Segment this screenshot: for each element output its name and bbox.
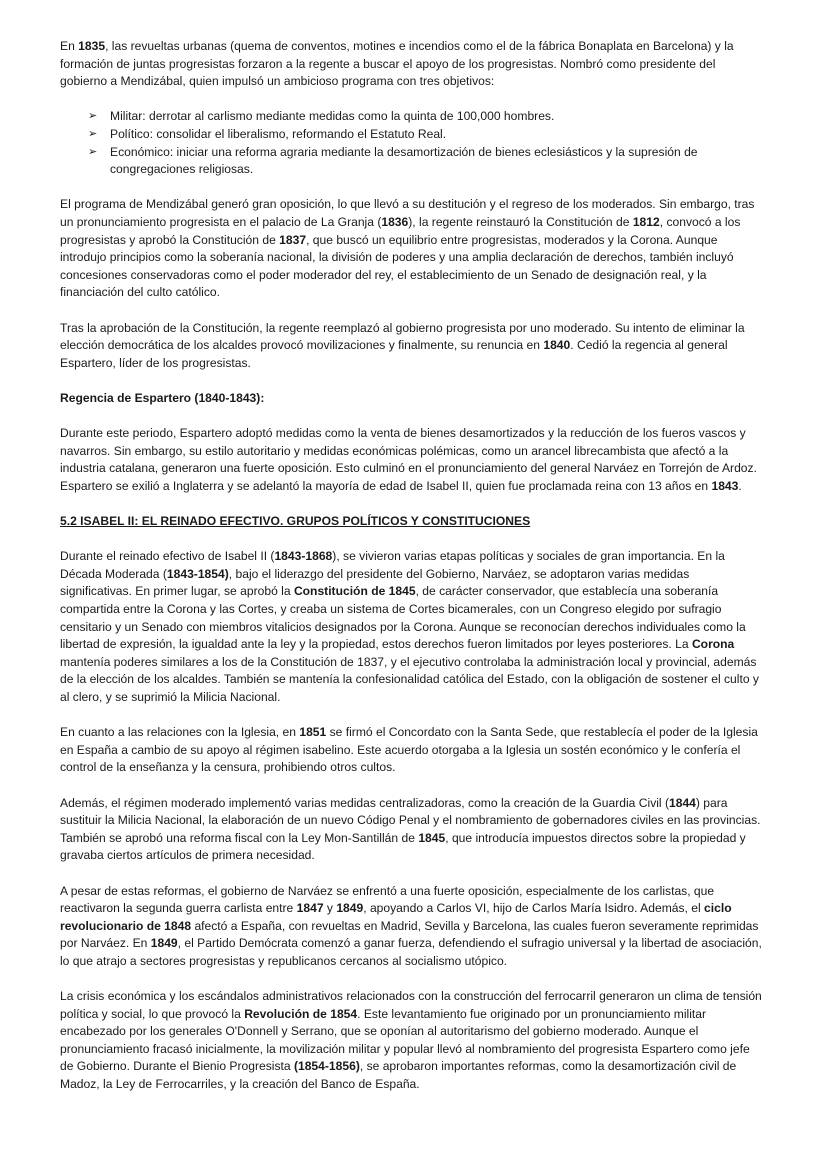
section-title: 5.2 ISABEL II: EL REINADO EFECTIVO. GRUPOS POLÍTICOS Y CONSTITUCIONES: [60, 514, 531, 529]
arrow-bullet-icon: ➢: [88, 110, 98, 123]
paragraph-decada-moderada: Durante el reinado efectivo de Isabel II (1843-1868), se vivieron varias etapas políticas y sociales de gran importancia. En la Década Moderada (1843-1854), bajo el liderazgo del presidente del Gobierno, Narváez, se adoptaron varias medidas significativas. En primer lugar, se aprobó la Constitución de 1845, de carácter conservador, que establecía una soberanía compartida entre la Corona y las Cortes, y creaba un sistema de Cortes bicamerales, con un Congreso elegido por sufragio censitario y un Senado con miembros vitalicios designados por la Corona. Aunque se reconocían derechos individuales como la libertad de expresión, la igualdad ante la ley y la propiedad, estos derechos fueron limitados por leyes posteriores. La Corona mantenía poderes similares a los de la Constitución de 1837, y el ejecutivo controlaba la administración local y provincial, además de la elección de los alcaldes. También se mantenía la confesionalidad católica del Estado, con la obligación de sostener el culto y al clero, y se suprimió la Milicia Nacional.: [60, 549, 759, 704]
paragraph-renuncia: Tras la aprobación de la Constitución, la regente reemplazó al gobierno progresista por uno moderado. Su intento de eliminar la elección democrática de los alcaldes provocó movilizaciones y finalmente, su renuncia en 1840. Cedió la regencia al general Espartero, líder de los progresistas.: [60, 320, 745, 370]
heading-regencia-espartero: Regencia de Espartero (1840-1843):: [60, 390, 265, 405]
list-item: ➢ Político: consolidar el liberalismo, reformando el Estatuto Real.: [88, 126, 764, 144]
arrow-bullet-icon: ➢: [88, 127, 98, 140]
paragraph-espartero: Durante este periodo, Espartero adoptó medidas como la venta de bienes desamortizados y la reducción de los fueros vascos y navarros. Sin embargo, su estilo autoritario y medidas económicas polémicas, como un arancel librecambista que afectó a la industria catalana, generaron una fuerte oposición. Esto culminó en el pronunciamiento del general Narváez en Torrejón de Ardoz. Espartero se exilió a Inglaterra y se adelantó la mayoría de edad de Isabel II, quien fue proclamada reina con 13 años en 1843.: [60, 426, 757, 493]
paragraph-concordato: En cuanto a las relaciones con la Iglesia, en 1851 se firmó el Concordato con la Santa Sede, que restablecía el poder de la Iglesia en España a cambio de su apoyo al régimen isabelino. Este acuerdo otorgaba a la Iglesia un sostén económico y le confería el control de la enseñanza y la censura, prohibiendo otros cultos.: [60, 725, 758, 775]
objectives-list: [60, 108, 764, 178]
paragraph-centralizacion: Además, el régimen moderado implementó varias medidas centralizadoras, como la creación de la Guardia Civil (1844) para sustituir la Milicia Nacional, la elaboración de un nuevo Código Penal y el nombramiento de gobernadores civiles en las provincias. También se aprobó una reforma fiscal con la Ley Mon-Santillán de 1845, que introducía impuestos directos sobre la propiedad y gravaba ciertos artículos de primera necesidad.: [60, 795, 761, 863]
paragraph-revolucion-1854: La crisis económica y los escándalos administrativos relacionados con la construcción del ferrocarril generaron un clima de tensión política y social, lo que provocó la Revolución de 1854. Este levantamiento fue originado por un pronunciamiento militar encabezado por los generales O'Donnell y Serrano, que se oponían al autoritarismo del gobierno moderado. Aunque el pronunciamiento fracasó inicialmente, la movilización militar y popular llevó al nombramiento del progresista Espartero como jefe de Gobierno. Durante el Bienio Progresista (1854-1856), se aprobaron importantes reformas, como la desamortización civil de Madoz, la Ley de Ferrocarriles, y la creación del Banco de España.: [60, 989, 762, 1092]
arrow-bullet-icon: ➢: [88, 145, 98, 158]
list-item: ➢ Económico: iniciar una reforma agraria mediante la desamortización de bienes eclesiásticos y la supresión de congregaciones religiosas.: [88, 144, 698, 177]
paragraph-1835: En 1835, las revueltas urbanas (quema de conventos, motines e incendios como el de la fábrica Bonaplata en Barcelona) y la formación de juntas progresistas forzaron a la regente a buscar el apoyo de los progresistas. Nombró como presidente del gobierno a Mendizábal, quien impulsó un ambicioso programa con tres objetivos:: [60, 39, 734, 89]
paragraph-oposicion: A pesar de estas reformas, el gobierno de Narváez se enfrentó a una fuerte oposición, especialmente de los carlistas, que reactivaron la segunda guerra carlista entre 1847 y 1849, apoyando a Carlos VI, hijo de Carlos María Isidro. Además, el ciclo revolucionario de 1848 afectó a España, con revueltas en Madrid, Sevilla y Barcelona, las cuales fueron severamente reprimidas por Narváez. En 1849, el Partido Demócrata comenzó a ganar fuerza, defendiendo el sufragio universal y la libertad de asociación, lo que atrajo a sectores progresistas y republicanos cercanos al socialismo utópico.: [60, 883, 762, 968]
paragraph-mendizabal: El programa de Mendizábal generó gran oposición, lo que llevó a su destitución y el regreso de los moderados. Sin embargo, tras un pronunciamiento progresista en el palacio de La Granja (1836), la regente reinstauró la Constitución de 1812, convocó a los progresistas y aprobó la Constitución de 1837, que buscó un equilibrio entre progresistas, moderados y la Corona. Aunque introdujo principios como la soberanía nacional, la división de poderes y una amplia declaración de derechos, también incluyó concesiones conservadoras como el poder moderador del rey, el establecimiento de un Senado de designación real, y la financiación del culto católico.: [60, 197, 755, 300]
list-item: ➢ Militar: derrotar al carlismo mediante medidas como la quinta de 100,000 hombres.: [88, 108, 764, 126]
